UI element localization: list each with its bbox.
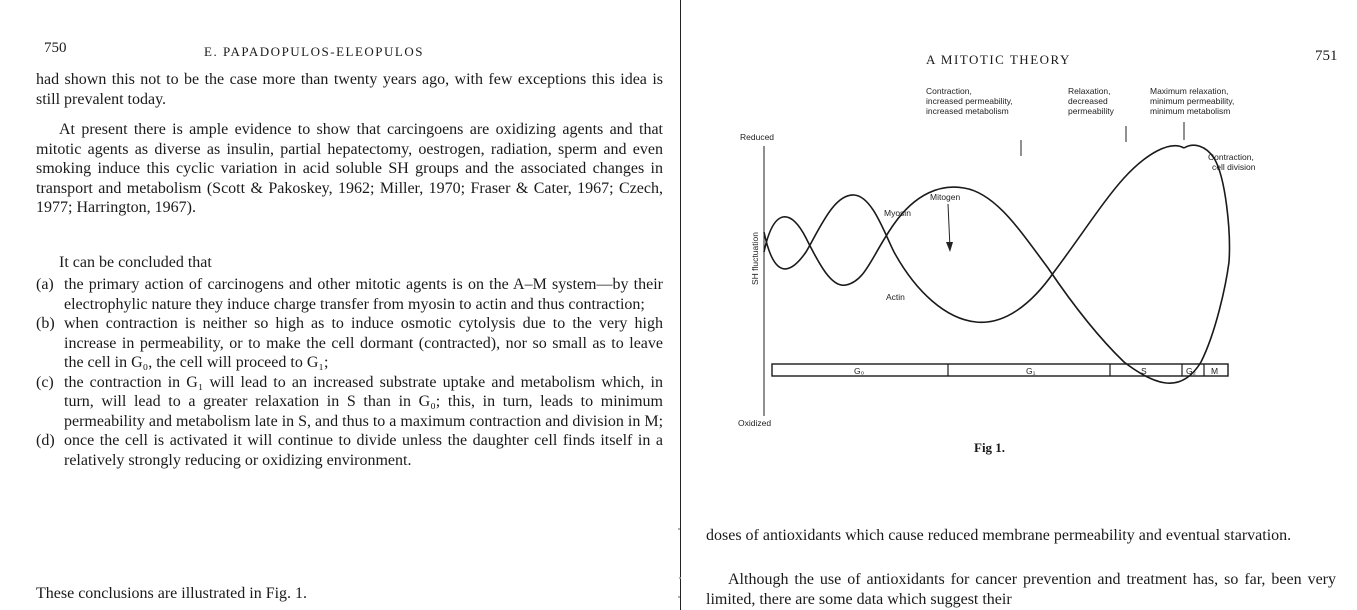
label-cell-division-group: Contraction, cell division	[1208, 152, 1256, 172]
page-number-left: 750	[44, 40, 67, 56]
phase-bar	[772, 364, 1228, 376]
label-actin: Actin	[886, 292, 905, 302]
conclusion-item: (c) the contraction in G₁ will lead to an increased substrate uptake and metabolism which, in turn, will lead to a greater relaxation in S than in G₀; this, in turn, leads to minimum permeability and metabolism late in S, and thus to a maximum contraction and division in M;	[36, 373, 664, 430]
right-paragraph-1: doses of antioxidants which cause reduced membrane permeability and eventual starvation.	[706, 527, 1292, 544]
y-axis-label: SH fluctuation	[750, 232, 760, 285]
scan-speck	[679, 577, 681, 579]
page-number-right: 751	[1315, 48, 1338, 64]
mitogen-arrow	[948, 204, 950, 248]
paragraph-1: had shown this not to be the case more than twenty years ago, with few exceptions this idea is still prevalent today.	[36, 71, 663, 108]
label-relaxation-group: Relaxation, decreased permeability	[1068, 86, 1114, 116]
phase-label-g1: G₁	[1026, 366, 1036, 376]
scan-speck	[678, 596, 680, 598]
curve-myosin	[764, 145, 1229, 383]
conclusion-item: (a) the primary action of carcinogens and other mitotic agents is on the A–M system—by their electrophylic nature they induce charge transfer from myosin to actin and thus contraction;	[36, 276, 663, 313]
y-bottom-label: Oxidized	[738, 418, 772, 428]
conclusion-item: (b) when contraction is neither so high as to induce osmotic cytolysis due to the very high increase in permeability, or to make the cell dormant (contracted), nor so small as to leave the cell in G₀, the cell will proceed to G₁;	[36, 315, 663, 371]
lead-in: It can be concluded that	[59, 254, 212, 271]
phase-label-g0: G₀	[854, 366, 865, 376]
mitogen-arrowhead	[946, 242, 953, 252]
conclusions-list	[36, 275, 663, 470]
label-mitogen: Mitogen	[930, 192, 961, 202]
right-page	[686, 0, 1357, 610]
label-myosin: Myosin	[884, 208, 911, 218]
phase-label-m: M	[1211, 366, 1219, 376]
figure-caption: Fig 1.	[974, 440, 1006, 455]
page-gutter-divider	[680, 0, 681, 610]
phase-label-g2: G₂	[1186, 366, 1196, 376]
conclusion-item: (d) once the cell is activated it will continue to divide unless the daughter cell finds itself in a relatively strongly reducing or oxidizing environment.	[36, 432, 663, 469]
right-paragraph-2: Although the use of antioxidants for cancer prevention and treatment has, so far, been very limited, there are some data which suggest their	[706, 571, 1336, 608]
curve-actin	[764, 146, 1184, 323]
figure-1-diagram	[686, 0, 1357, 470]
label-contraction-group: Contraction, increased permeability, increased metabolism	[926, 86, 1013, 116]
closing-line: These conclusions are illustrated in Fig. 1.	[36, 585, 308, 602]
running-head-title: A MITOTIC THEORY	[926, 52, 1071, 67]
scan-speck	[678, 528, 680, 530]
y-top-label: Reduced	[740, 132, 775, 142]
phase-label-s: S	[1141, 366, 1147, 376]
running-head-author: E. PAPADOPULOS-ELEOPULOS	[204, 44, 424, 59]
label-maximum-group: Maximum relaxation, minimum permeability, minimum metabolism	[1150, 86, 1235, 116]
paragraph-2: At present there is ample evidence to show that carcingoens are oxidizing agents and that mitotic agents as diverse as insulin, partial hepatectomy, oestrogen, radiation, sperm and even smoking induce this cyclic variation in acid soluble SH groups and the associated changes in transport and metabolism (Scott & Pakoskey, 1962; Miller, 1970; Fraser & Cater, 1967; Czech, 1977; Harrington, 1967).	[36, 121, 663, 216]
